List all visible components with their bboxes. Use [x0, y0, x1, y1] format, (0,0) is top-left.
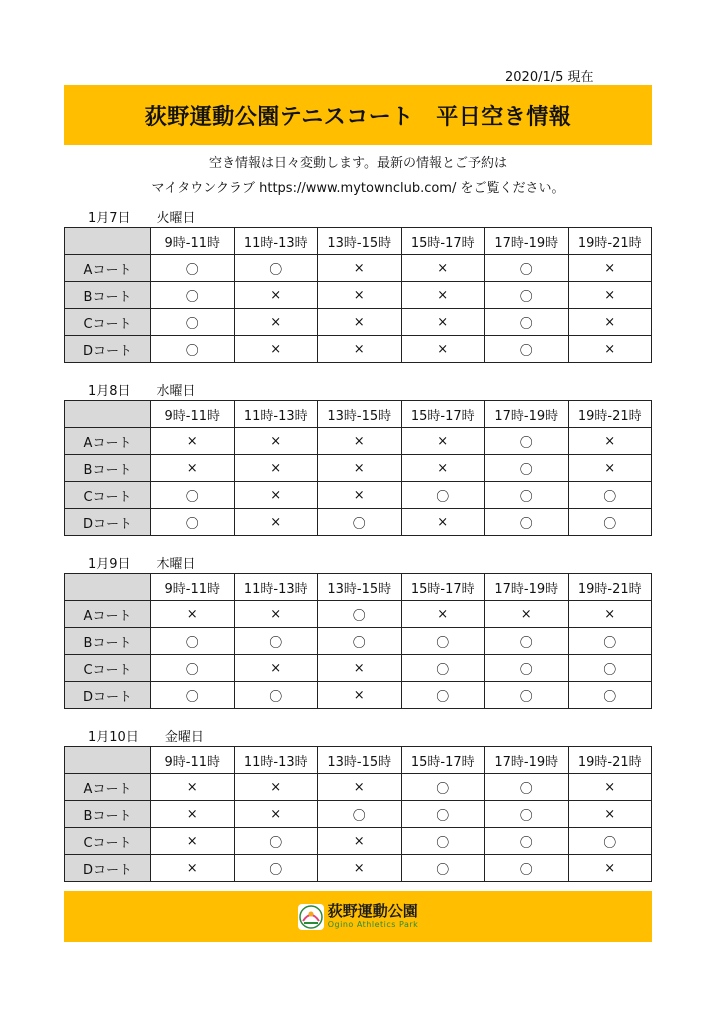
table-row	[65, 336, 652, 363]
availability-cell: ×	[151, 855, 235, 882]
table-header-row	[65, 228, 652, 255]
time-slot-header: 13時-15時	[318, 747, 402, 774]
availability-cell: ×	[234, 601, 318, 628]
availability-cell: 〇	[401, 774, 485, 801]
time-slot-header: 19時-21時	[568, 747, 652, 774]
table-row	[65, 255, 652, 282]
availability-table	[64, 227, 652, 363]
availability-cell: 〇	[485, 455, 569, 482]
availability-cell: 〇	[234, 628, 318, 655]
table-row	[65, 828, 652, 855]
availability-cell: 〇	[485, 309, 569, 336]
court-name: Cコート	[65, 309, 151, 336]
availability-cell: ×	[318, 455, 402, 482]
time-slot-header: 13時-15時	[318, 228, 402, 255]
table-corner-cell	[65, 574, 151, 601]
table-row	[65, 482, 652, 509]
availability-cell: ×	[318, 255, 402, 282]
day-date: 1月7日	[88, 211, 131, 226]
court-name: Dコート	[65, 682, 151, 709]
time-slot-header: 9時-11時	[151, 401, 235, 428]
availability-cell: ×	[568, 455, 652, 482]
table-row	[65, 655, 652, 682]
availability-table	[64, 400, 652, 536]
availability-cell: ×	[151, 455, 235, 482]
availability-cell: 〇	[401, 801, 485, 828]
table-row	[65, 309, 652, 336]
availability-cell: ×	[318, 482, 402, 509]
table-header-row	[65, 747, 652, 774]
availability-cell: ×	[401, 601, 485, 628]
availability-cell: 〇	[318, 801, 402, 828]
day-date: 1月9日	[88, 557, 131, 572]
time-slot-header: 15時-17時	[401, 747, 485, 774]
availability-cell: ×	[151, 801, 235, 828]
time-slot-header: 11時-13時	[234, 574, 318, 601]
availability-cell: ×	[234, 482, 318, 509]
court-name: Dコート	[65, 509, 151, 536]
availability-cell: 〇	[401, 482, 485, 509]
court-name: Cコート	[65, 482, 151, 509]
day-weekday: 水曜日	[156, 384, 196, 399]
court-name: Aコート	[65, 774, 151, 801]
availability-cell: 〇	[151, 309, 235, 336]
court-name: Aコート	[65, 428, 151, 455]
time-slot-header: 15時-17時	[401, 401, 485, 428]
logo-name: 荻野運動公園	[327, 902, 418, 920]
park-logo-icon	[298, 904, 324, 930]
time-slot-header: 17時-19時	[485, 574, 569, 601]
availability-cell: ×	[401, 455, 485, 482]
table-row	[65, 855, 652, 882]
time-slot-header: 17時-19時	[485, 401, 569, 428]
court-name: Aコート	[65, 601, 151, 628]
availability-cell: ×	[151, 428, 235, 455]
time-slot-header: 19時-21時	[568, 401, 652, 428]
availability-cell: 〇	[151, 509, 235, 536]
court-name: Dコート	[65, 855, 151, 882]
time-slot-header: 19時-21時	[568, 574, 652, 601]
court-name: Bコート	[65, 628, 151, 655]
availability-cell: ×	[234, 336, 318, 363]
availability-cell: ×	[318, 855, 402, 882]
table-row	[65, 801, 652, 828]
table-row	[65, 774, 652, 801]
availability-cell: ×	[401, 509, 485, 536]
availability-cell: 〇	[151, 255, 235, 282]
table-corner-cell	[65, 747, 151, 774]
availability-cell: 〇	[568, 628, 652, 655]
availability-cell: 〇	[485, 828, 569, 855]
court-name: Bコート	[65, 282, 151, 309]
time-slot-header: 13時-15時	[318, 401, 402, 428]
day-label	[88, 553, 196, 572]
page-title: 荻野運動公園テニスコート 平日空き情報	[144, 104, 572, 130]
availability-cell: ×	[568, 774, 652, 801]
availability-cell: ×	[234, 428, 318, 455]
court-name: Dコート	[65, 336, 151, 363]
time-slot-header: 9時-11時	[151, 228, 235, 255]
availability-cell: ×	[318, 282, 402, 309]
availability-table	[64, 746, 652, 882]
availability-cell: ×	[318, 428, 402, 455]
table-row	[65, 455, 652, 482]
availability-cell: ×	[401, 336, 485, 363]
availability-cell: 〇	[401, 628, 485, 655]
availability-cell: 〇	[485, 774, 569, 801]
day-label	[88, 726, 204, 745]
availability-cell: 〇	[568, 655, 652, 682]
availability-cell: 〇	[401, 682, 485, 709]
availability-cell: ×	[151, 601, 235, 628]
table-corner-cell	[65, 228, 151, 255]
table-row	[65, 682, 652, 709]
availability-cell: 〇	[318, 601, 402, 628]
time-slot-header: 19時-21時	[568, 228, 652, 255]
availability-cell: 〇	[151, 628, 235, 655]
availability-cell: ×	[318, 828, 402, 855]
time-slot-header: 15時-17時	[401, 228, 485, 255]
time-slot-header: 9時-11時	[151, 747, 235, 774]
day-weekday: 金曜日	[164, 730, 204, 745]
court-name: Bコート	[65, 801, 151, 828]
availability-cell: 〇	[151, 336, 235, 363]
availability-cell: ×	[568, 428, 652, 455]
availability-cell: ×	[234, 309, 318, 336]
availability-cell: ×	[568, 801, 652, 828]
time-slot-header: 9時-11時	[151, 574, 235, 601]
table-header-row	[65, 574, 652, 601]
availability-cell: 〇	[568, 509, 652, 536]
notice-line-1: 空き情報は日々変動します。最新の情報とご予約は	[209, 156, 507, 171]
title-banner	[64, 85, 652, 145]
notice-line-2: マイタウンクラブ https://www.mytownclub.com/ をご覧ください。	[151, 181, 565, 196]
table-row	[65, 628, 652, 655]
availability-cell: 〇	[485, 801, 569, 828]
table-row	[65, 509, 652, 536]
day-date: 1月10日	[88, 730, 139, 745]
day-date: 1月8日	[88, 384, 131, 399]
availability-cell: ×	[234, 282, 318, 309]
availability-cell: 〇	[318, 509, 402, 536]
availability-cell: 〇	[485, 255, 569, 282]
time-slot-header: 17時-19時	[485, 228, 569, 255]
time-slot-header: 11時-13時	[234, 401, 318, 428]
availability-cell: ×	[318, 682, 402, 709]
availability-cell: ×	[234, 509, 318, 536]
availability-cell: 〇	[485, 336, 569, 363]
table-row	[65, 601, 652, 628]
availability-cell: ×	[568, 855, 652, 882]
time-slot-header: 13時-15時	[318, 574, 402, 601]
availability-cell: 〇	[485, 482, 569, 509]
table-header-row	[65, 401, 652, 428]
availability-cell: ×	[568, 309, 652, 336]
availability-cell: 〇	[568, 482, 652, 509]
availability-cell: 〇	[318, 628, 402, 655]
availability-cell: ×	[318, 774, 402, 801]
availability-cell: ×	[234, 455, 318, 482]
availability-cell: 〇	[151, 655, 235, 682]
availability-cell: 〇	[485, 855, 569, 882]
availability-cell: 〇	[151, 482, 235, 509]
availability-cell: ×	[401, 428, 485, 455]
availability-cell: 〇	[151, 282, 235, 309]
time-slot-header: 11時-13時	[234, 747, 318, 774]
time-slot-header: 11時-13時	[234, 228, 318, 255]
availability-cell: ×	[568, 601, 652, 628]
table-corner-cell	[65, 401, 151, 428]
availability-cell: ×	[401, 282, 485, 309]
availability-cell: 〇	[401, 855, 485, 882]
availability-cell: 〇	[234, 855, 318, 882]
availability-cell: ×	[234, 801, 318, 828]
availability-cell: 〇	[485, 509, 569, 536]
availability-table	[64, 573, 652, 709]
availability-cell: ×	[151, 828, 235, 855]
footer-logo	[298, 904, 419, 930]
availability-cell: 〇	[234, 828, 318, 855]
court-name: Bコート	[65, 455, 151, 482]
availability-cell: 〇	[568, 828, 652, 855]
availability-cell: 〇	[485, 428, 569, 455]
availability-cell: ×	[568, 255, 652, 282]
availability-cell: ×	[568, 282, 652, 309]
availability-cell: 〇	[485, 682, 569, 709]
day-label	[88, 207, 196, 226]
day-weekday: 木曜日	[156, 557, 196, 572]
availability-cell: 〇	[234, 682, 318, 709]
availability-cell: 〇	[485, 655, 569, 682]
court-name: Aコート	[65, 255, 151, 282]
availability-cell: ×	[318, 309, 402, 336]
table-row	[65, 428, 652, 455]
availability-cell: ×	[568, 336, 652, 363]
time-slot-header: 15時-17時	[401, 574, 485, 601]
day-label	[88, 380, 196, 399]
availability-cell: ×	[234, 774, 318, 801]
availability-cell: ×	[234, 655, 318, 682]
as-of-date: 2020/1/5 現在	[505, 70, 594, 85]
availability-cell: 〇	[401, 828, 485, 855]
availability-cell: ×	[485, 601, 569, 628]
footer-banner	[64, 891, 652, 942]
availability-cell: ×	[151, 774, 235, 801]
table-row	[65, 282, 652, 309]
availability-cell: 〇	[151, 682, 235, 709]
availability-cell: 〇	[401, 655, 485, 682]
availability-cell: 〇	[485, 628, 569, 655]
availability-cell: ×	[401, 309, 485, 336]
availability-cell: ×	[318, 336, 402, 363]
logo-english-name: Ogino Athletics Park	[327, 920, 419, 929]
day-weekday: 火曜日	[156, 211, 196, 226]
availability-cell: 〇	[568, 682, 652, 709]
availability-cell: 〇	[485, 282, 569, 309]
availability-cell: ×	[318, 655, 402, 682]
availability-cell: 〇	[234, 255, 318, 282]
court-name: Cコート	[65, 655, 151, 682]
court-name: Cコート	[65, 828, 151, 855]
availability-cell: ×	[401, 255, 485, 282]
time-slot-header: 17時-19時	[485, 747, 569, 774]
